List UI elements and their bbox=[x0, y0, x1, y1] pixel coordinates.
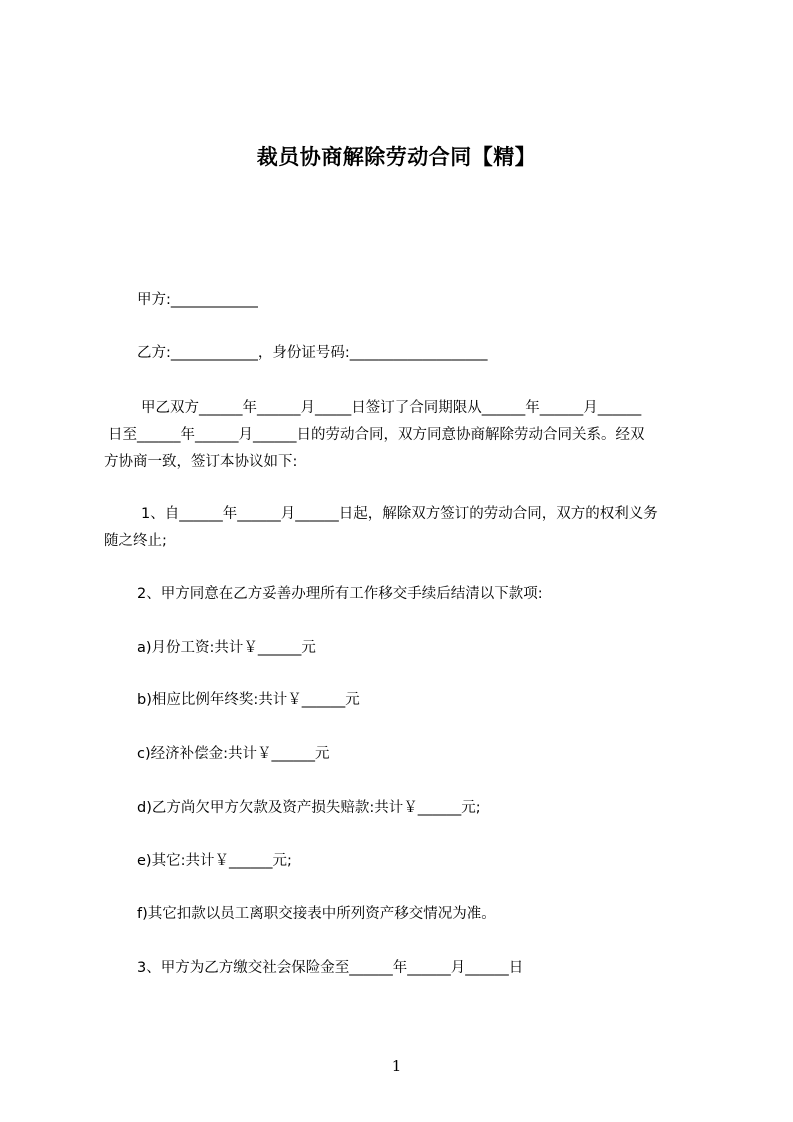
payment-item-c: c)经济补偿金:共计￥______元 bbox=[137, 746, 330, 762]
page-number: 1 bbox=[391, 1057, 402, 1075]
clause-1-line-2: 随之终止; bbox=[104, 533, 167, 549]
intro-paragraph-line-1: 甲乙双方______年______月_____日签订了合同期限从______年______月______ bbox=[141, 400, 642, 416]
party-a-line: 甲方:____________ bbox=[137, 292, 258, 308]
payment-item-a: a)月份工资:共计￥______元 bbox=[137, 640, 316, 656]
payment-item-b: b)相应比例年终奖:共计￥______元 bbox=[137, 692, 360, 708]
clause-2: 2、甲方同意在乙方妥善办理所有工作移交手续后结清以下款项: bbox=[137, 586, 543, 602]
clause-3: 3、甲方为乙方缴交社会保险金至______年______月______日 bbox=[137, 960, 524, 976]
intro-paragraph-line-2: 日至______年______月______日的劳动合同，双方同意协商解除劳动合同关系。经双 bbox=[108, 427, 645, 443]
party-b-line: 乙方:____________，身份证号码:___________________ bbox=[137, 345, 488, 361]
payment-item-d: d)乙方尚欠甲方欠款及资产损失赔款:共计￥______元; bbox=[137, 800, 481, 816]
intro-paragraph-line-3: 方协商一致，签订本协议如下: bbox=[104, 454, 298, 470]
payment-item-f: f)其它扣款以员工离职交接表中所列资产移交情况为准。 bbox=[137, 906, 496, 922]
clause-1-line-1: 1、自______年______月______日起，解除双方签订的劳动合同，双方的权利义务 bbox=[141, 506, 658, 522]
document-title: 裁员协商解除劳动合同【精】 bbox=[256, 145, 537, 169]
payment-item-e: e)其它:共计￥______元; bbox=[137, 853, 292, 869]
